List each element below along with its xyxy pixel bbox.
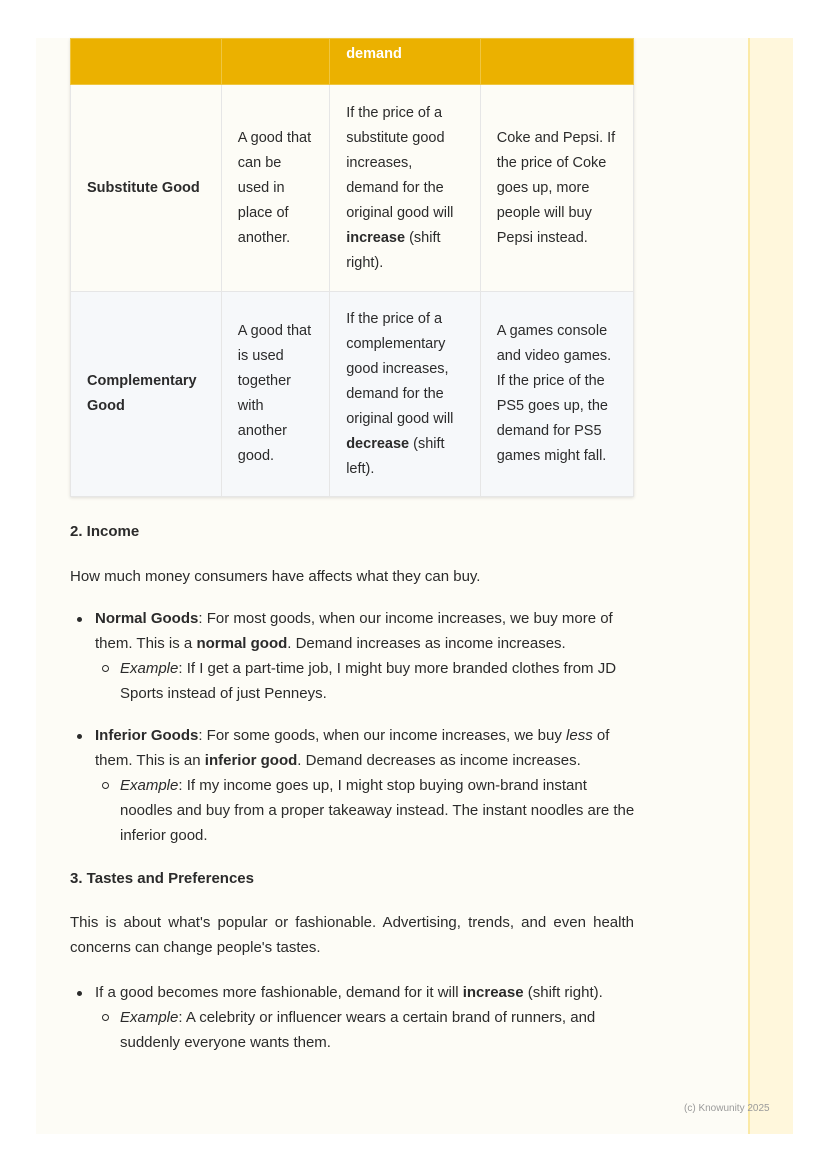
list-item: Example: If my income goes up, I might stop buying own-brand instant noodles and buy from a proper takeaway instead. The instant noodles are the inferior good. bbox=[95, 773, 636, 848]
income-list bbox=[70, 606, 636, 848]
good-example: A games console and video games. If the price of the PS5 goes up, the demand for PS5 games might fall. bbox=[480, 292, 633, 497]
circle-bullet-icon bbox=[102, 665, 109, 672]
good-effect: If the price of a complementary good increases, demand for the original good will decrease (shift left). bbox=[330, 292, 481, 497]
header-cell bbox=[480, 39, 633, 85]
header-cell: demand bbox=[330, 39, 481, 85]
good-effect: If the price of a substitute good increases, demand for the original good will increase (shift right). bbox=[330, 85, 481, 292]
bullet-icon bbox=[77, 991, 82, 996]
bullet-icon bbox=[77, 734, 82, 739]
list-item: Inferior Goods: For some goods, when our income increases, we buy less of them. This is an inferior good. Demand decreases as income increases. Example: If my income goes up, I might stop buying own-brand instant noodles and buy from a proper takeaway instead. The instant noodles are the inferior good. bbox=[70, 723, 636, 848]
sub-list bbox=[95, 656, 636, 706]
circle-bullet-icon bbox=[102, 782, 109, 789]
good-name: Substitute Good bbox=[71, 85, 222, 292]
tastes-intro: This is about what's popular or fashionable. Advertising, trends, and even health concerns can change people's tastes. bbox=[70, 914, 634, 956]
goods-table bbox=[70, 38, 634, 497]
side-margin-strip bbox=[748, 38, 793, 1134]
bullet-icon bbox=[77, 617, 82, 622]
sub-list bbox=[95, 773, 636, 848]
copyright-footer: (c) Knowunity 2025 bbox=[684, 1103, 770, 1114]
table-header-row bbox=[71, 39, 634, 85]
table-row bbox=[71, 85, 634, 292]
effect-keyword: increase bbox=[346, 229, 406, 246]
header-cell bbox=[71, 39, 222, 85]
document-content bbox=[70, 38, 636, 1051]
good-definition: A good that can be used in place of another. bbox=[221, 85, 329, 292]
income-heading: 2. Income bbox=[70, 523, 140, 540]
sub-list bbox=[95, 1005, 636, 1055]
effect-keyword: decrease bbox=[346, 435, 410, 452]
list-item: Example: A celebrity or influencer wears a certain brand of runners, and suddenly everyone wants them. bbox=[95, 1005, 636, 1055]
income-intro: How much money consumers have affects what they can buy. bbox=[70, 568, 481, 585]
circle-bullet-icon bbox=[102, 1014, 109, 1021]
list-item: Normal Goods: For most goods, when our income increases, we buy more of them. This is a normal good. Demand increases as income increases. Example: If I get a part-time job, I might buy more branded clothes from JD Sports instead of just Penneys. bbox=[70, 606, 636, 706]
tastes-list bbox=[70, 980, 636, 1055]
header-cell bbox=[221, 39, 329, 85]
tastes-heading: 3. Tastes and Preferences bbox=[70, 870, 254, 887]
good-name: Complementary Good bbox=[71, 292, 222, 497]
good-definition: A good that is used together with another good. bbox=[221, 292, 329, 497]
list-item: Example: If I get a part-time job, I might buy more branded clothes from JD Sports instead of just Penneys. bbox=[95, 656, 636, 706]
good-example: Coke and Pepsi. If the price of Coke goes up, more people will buy Pepsi instead. bbox=[480, 85, 633, 292]
list-item: If a good becomes more fashionable, demand for it will increase (shift right). Example: A celebrity or influencer wears a certain brand of runners, and suddenly everyone wants them. bbox=[70, 980, 636, 1055]
table-row bbox=[71, 292, 634, 497]
